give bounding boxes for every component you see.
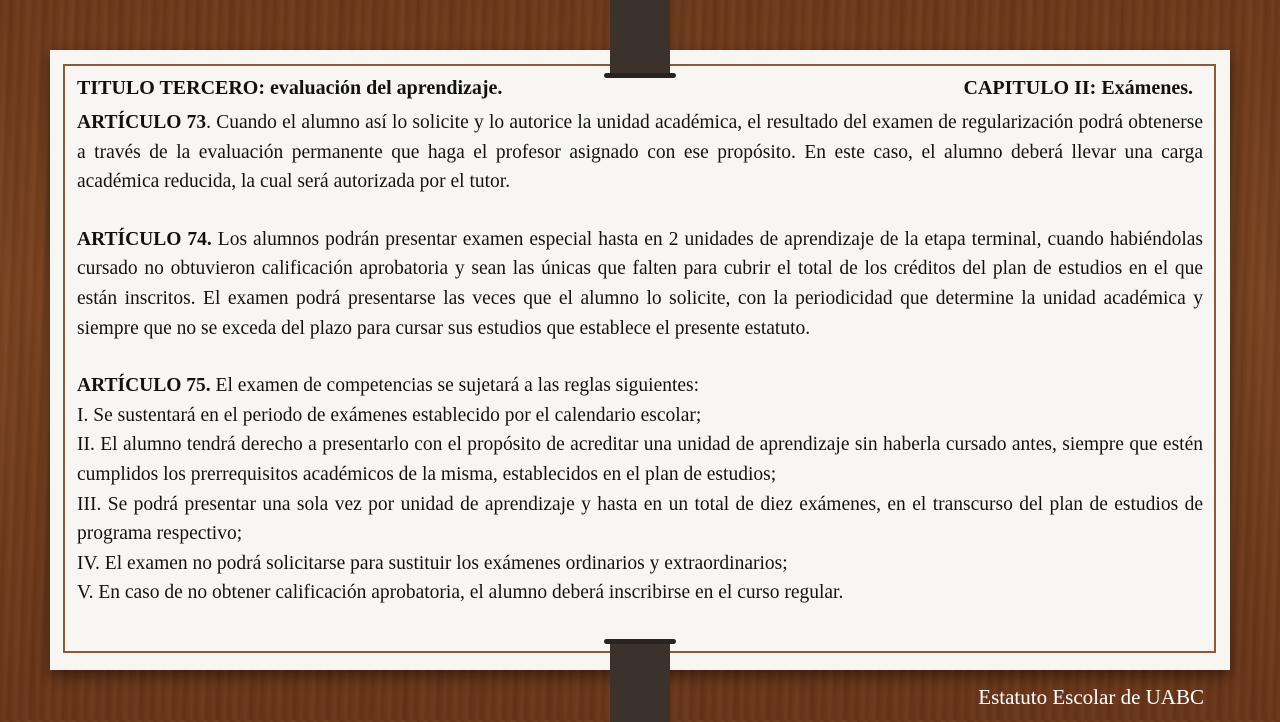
rule-item: II. El alumno tendrá derecho a presentarlo con el propósito de acreditar una unidad de aprendizaje sin haberla cursado antes, siempre que estén cumplidos los prerrequisitos académicos de la misma, establecidos en el plan de estudios;	[77, 434, 1203, 485]
rule-item: V. En caso de no obtener calificación aprobatoria, el alumno deberá inscribirse en el curso regular.	[77, 582, 844, 604]
title-right: CAPITULO II: Exámenes.	[963, 77, 1193, 99]
article-75	[77, 371, 1203, 401]
article-75-text: El examen de competencias se sujetará a las reglas siguientes:	[210, 375, 700, 397]
rule-item: III. Se podrá presentar una sola vez por unidad de aprendizaje y hasta en un total de diez exámenes, en el transcurso del plan de estudios de programa respectivo;	[77, 493, 1203, 545]
title-left: TITULO TERCERO: evaluación del aprendizaje.	[77, 77, 503, 99]
article-73-heading: ARTÍCULO 73	[77, 112, 207, 133]
article-75-heading: ARTÍCULO 75.	[77, 375, 211, 397]
article-74	[77, 225, 1203, 343]
article-73	[77, 108, 1203, 197]
footer-caption: Estatuto Escolar de UABC	[978, 685, 1204, 709]
slide-header	[77, 72, 1203, 104]
binder-tab-bottom	[610, 642, 670, 722]
article-74-heading: ARTÍCULO 74.	[77, 228, 212, 250]
rule-item: I. Se sustentará en el periodo de exámenes establecido por el calendario escolar;	[77, 404, 702, 426]
article-73-text: . Cuando el alumno así lo solicite y lo autorice la unidad académica, el resultado del examen de regularización podrá obtenerse a través de la evaluación permanente que haga el profesor asignado con ese propósito. En este caso, el alumno deberá llevar una carga académica reducida, la cual será autorizada por el tutor.	[77, 112, 1203, 193]
binder-tab-top	[610, 0, 670, 76]
binder-tab-bottom-cap	[604, 639, 676, 644]
article-74-text: Los alumnos podrán presentar examen especial hasta en 2 unidades de aprendizaje de la etapa terminal, cuando habiéndolas cursado no obtuvieron calificación aprobatoria y sean las únicas que falten para cubrir el total de los créditos del plan de estudios en el que están inscritos. El examen podrá presentarse las veces que el alumno lo solicite, con la periodicidad que determine la unidad académica y siempre que no se exceda del plazo para cursar sus estudios que establece el presente estatuto.	[77, 228, 1203, 339]
document-body	[77, 72, 1203, 608]
rule-item: IV. El examen no podrá solicitarse para sustituir los exámenes ordinarios y extraordinarios;	[77, 552, 788, 574]
